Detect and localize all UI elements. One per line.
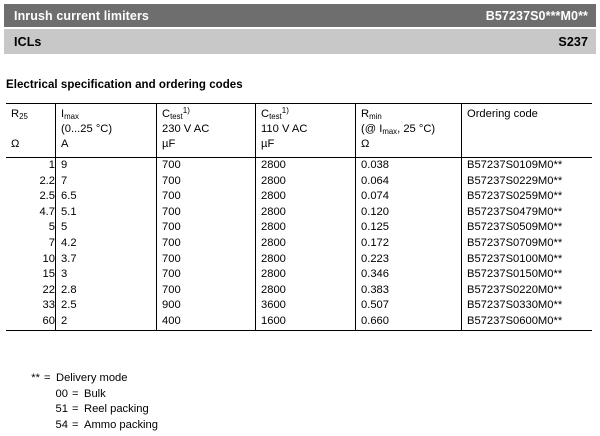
- column-header-imax: [56, 104, 157, 158]
- col-condition-subscript: max: [382, 126, 398, 136]
- cell-ctest-110v: 2800: [256, 236, 356, 252]
- cell-r25: 7: [48, 236, 55, 249]
- cell-imax: 2.8: [56, 283, 157, 299]
- column-header-ctest-110v: [256, 104, 356, 158]
- col-footnote-marker: 1): [182, 106, 190, 115]
- cell-rmin: 0.172: [356, 236, 462, 252]
- header-product-family: ICLs: [14, 34, 42, 49]
- cell-ctest-230v: 700: [157, 252, 256, 268]
- col-condition-rest: , 25 °C): [397, 122, 436, 135]
- table-row: [6, 314, 592, 330]
- cell-imax: 5.1: [56, 205, 157, 221]
- col-condition: (0...25 °C): [61, 122, 113, 135]
- footnote-equals: =: [72, 403, 79, 415]
- col-condition: 110 V AC: [261, 122, 308, 135]
- table-row: [6, 158, 592, 174]
- header-bar-primary: [4, 4, 596, 27]
- cell-ordering-code: B57237S0100M0**: [462, 252, 593, 268]
- footnote-line: [6, 418, 158, 434]
- col-condition: 230 V AC: [162, 122, 210, 135]
- cell-ctest-110v: 2800: [256, 158, 356, 174]
- header-part-number: B57237S0***M0**: [485, 8, 588, 23]
- footnote-line: [6, 371, 158, 387]
- section-heading: Electrical specification and ordering codes: [6, 79, 243, 91]
- col-unit: µF: [162, 137, 176, 150]
- footnote-text: Ammo packing: [84, 418, 158, 431]
- footnote-equals: =: [72, 418, 79, 431]
- footnote-code: 51: [55, 403, 68, 415]
- cell-r25: 15: [42, 268, 55, 281]
- cell-rmin: 0.223: [356, 252, 462, 268]
- footnote-code: 00: [55, 387, 68, 400]
- cell-rmin: 0.507: [356, 298, 462, 314]
- table-row: [6, 236, 592, 252]
- col-symbol: R: [11, 108, 20, 120]
- cell-r25: 1: [48, 159, 55, 171]
- cell-ordering-code: B57237S0109M0**: [462, 158, 593, 174]
- table-row: [6, 220, 592, 236]
- header-bar-secondary: [4, 29, 596, 54]
- cell-rmin: 0.120: [356, 205, 462, 221]
- cell-imax: 2: [56, 314, 157, 330]
- table-row: [6, 205, 592, 221]
- cell-rmin: 0.064: [356, 174, 462, 190]
- col-subscript: min: [369, 112, 382, 121]
- cell-ordering-code: B57237S0509M0**: [462, 220, 593, 236]
- footnote-line: [6, 387, 158, 403]
- cell-r25: 60: [42, 314, 55, 327]
- cell-imax: 7: [56, 174, 157, 190]
- column-header-rmin: [356, 104, 462, 158]
- cell-r25: 4.7: [39, 205, 55, 218]
- table-row: [6, 267, 592, 283]
- col-subscript: test: [269, 112, 282, 121]
- header-title: Inrush current limiters: [14, 8, 149, 23]
- col-unit: Ω: [361, 137, 370, 150]
- footnote-text: Bulk: [84, 387, 106, 400]
- specification-table: [6, 103, 592, 330]
- cell-ordering-code: B57237S0150M0**: [462, 267, 593, 283]
- table-row: [6, 252, 592, 268]
- col-footnote-marker: 1): [281, 106, 289, 115]
- table-body: [6, 158, 592, 330]
- footnote-equals: =: [44, 372, 51, 384]
- col-unit: µF: [261, 137, 275, 150]
- cell-ctest-110v: 2800: [256, 205, 356, 221]
- cell-ordering-code: B57237S0600M0**: [462, 314, 593, 330]
- cell-imax: 3: [56, 267, 157, 283]
- table-header-row: [6, 104, 592, 158]
- footnote-equals: =: [72, 387, 79, 400]
- cell-ctest-230v: 900: [157, 298, 256, 314]
- cell-ordering-code: B57237S0479M0**: [462, 205, 593, 221]
- cell-imax: 6.5: [56, 189, 157, 205]
- cell-ordering-code: B57237S0709M0**: [462, 236, 593, 252]
- table-row: [6, 283, 592, 299]
- column-header-ordering-code: [462, 104, 593, 158]
- cell-ctest-110v: 2800: [256, 252, 356, 268]
- cell-ctest-230v: 700: [157, 236, 256, 252]
- cell-ctest-230v: 700: [157, 220, 256, 236]
- cell-ctest-230v: 400: [157, 314, 256, 330]
- cell-imax: 2.5: [56, 298, 157, 314]
- table-row: [6, 174, 592, 190]
- col-subscript: max: [64, 112, 79, 121]
- cell-rmin: 0.346: [356, 267, 462, 283]
- cell-r25: 2.2: [39, 174, 55, 187]
- cell-r25: 2.5: [39, 190, 55, 203]
- col-symbol: R: [361, 108, 370, 120]
- cell-r25: 5: [48, 221, 55, 234]
- table-bottom-rule: [6, 330, 592, 331]
- header-series: S237: [558, 34, 588, 49]
- table-row: [6, 189, 592, 205]
- col-condition: (@ I: [361, 122, 383, 135]
- footnote-text: Reel packing: [84, 403, 149, 415]
- cell-imax: 5: [56, 220, 157, 236]
- cell-imax: 9: [56, 158, 157, 174]
- cell-ctest-230v: 700: [157, 189, 256, 205]
- cell-ctest-110v: 3600: [256, 298, 356, 314]
- cell-ordering-code: B57237S0229M0**: [462, 174, 593, 190]
- cell-rmin: 0.074: [356, 189, 462, 205]
- cell-r25: 33: [42, 299, 55, 312]
- cell-ctest-110v: 2800: [256, 283, 356, 299]
- cell-imax: 3.7: [56, 252, 157, 268]
- cell-rmin: 0.660: [356, 314, 462, 330]
- cell-r25: 22: [42, 283, 55, 296]
- footnote-code: **: [31, 372, 40, 384]
- cell-imax: 4.2: [56, 236, 157, 252]
- cell-ctest-230v: 700: [157, 158, 256, 174]
- cell-rmin: 0.125: [356, 220, 462, 236]
- cell-ctest-230v: 700: [157, 174, 256, 190]
- col-subscript: test: [170, 112, 183, 121]
- cell-ordering-code: B57237S0330M0**: [462, 298, 593, 314]
- cell-ctest-110v: 1600: [256, 314, 356, 330]
- cell-rmin: 0.038: [356, 158, 462, 174]
- col-symbol: C: [261, 108, 270, 120]
- cell-ctest-110v: 2800: [256, 220, 356, 236]
- cell-ctest-230v: 700: [157, 267, 256, 283]
- cell-ordering-code: B57237S0220M0**: [462, 283, 593, 299]
- col-subscript: 25: [19, 112, 28, 121]
- cell-rmin: 0.383: [356, 283, 462, 299]
- col-unit: A: [61, 137, 69, 150]
- col-symbol: I: [61, 108, 65, 120]
- cell-ctest-110v: 2800: [256, 189, 356, 205]
- table-row: [6, 298, 592, 314]
- col-unit: Ω: [11, 137, 20, 150]
- footnote-list: [6, 371, 158, 433]
- cell-ctest-230v: 700: [157, 205, 256, 221]
- footnote-code: 54: [55, 418, 68, 431]
- column-header-ctest-230v: [157, 104, 256, 158]
- footnote-line: [6, 402, 158, 418]
- col-symbol: Ordering code: [467, 108, 538, 120]
- cell-ctest-230v: 700: [157, 283, 256, 299]
- cell-r25: 10: [42, 252, 55, 265]
- cell-ordering-code: B57237S0259M0**: [462, 189, 593, 205]
- col-symbol: C: [162, 108, 171, 120]
- cell-ctest-110v: 2800: [256, 267, 356, 283]
- column-header-r25: [6, 104, 56, 158]
- footnote-text: Delivery mode: [56, 372, 128, 384]
- cell-ctest-110v: 2800: [256, 174, 356, 190]
